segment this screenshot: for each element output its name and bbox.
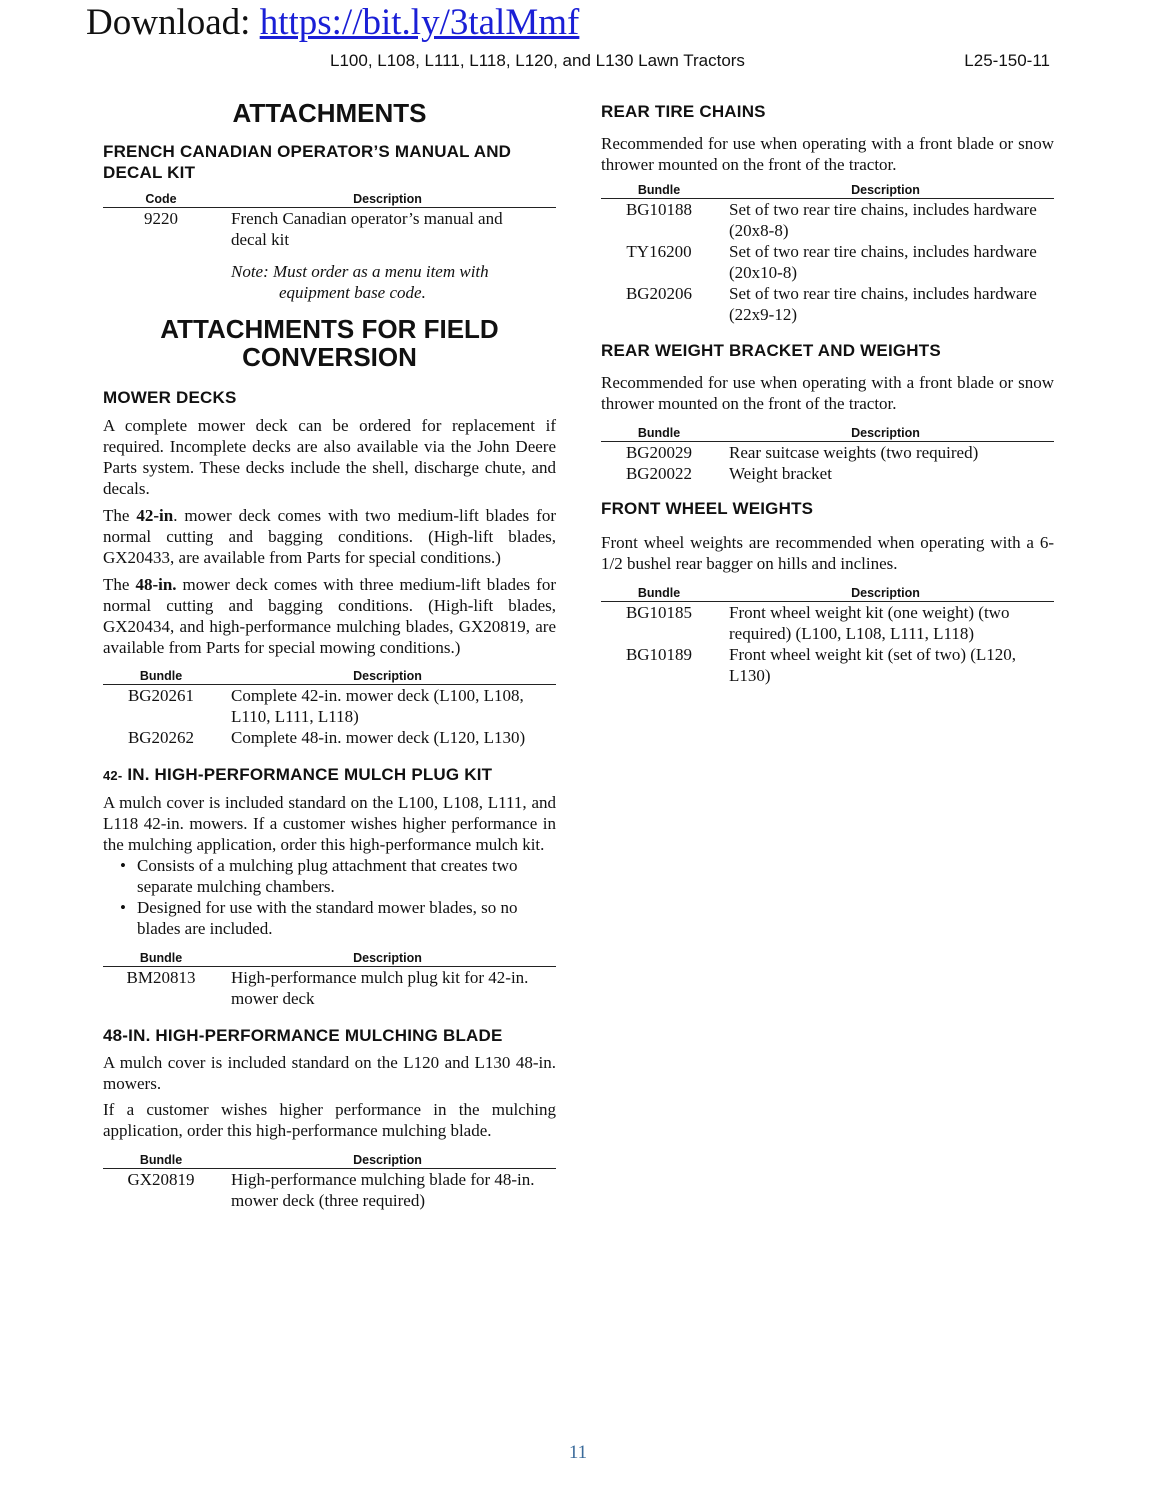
row-code: 9220 bbox=[144, 209, 178, 228]
list-item bbox=[103, 855, 556, 897]
mulching-blade-heading: 48-IN. HIGH-PERFORMANCE MULCHING BLADE bbox=[103, 1026, 503, 1045]
column-header-description: Description bbox=[219, 192, 556, 208]
table-row bbox=[601, 602, 1054, 645]
row-description: Complete 42-in. mower deck (L100, L108, L110, L111, L118) bbox=[231, 686, 524, 726]
rear-weights-table bbox=[601, 426, 1054, 484]
row-description: Weight bracket bbox=[729, 464, 832, 483]
table-row bbox=[601, 283, 1054, 325]
download-link[interactable]: https://bit.ly/3talMmf bbox=[259, 2, 580, 43]
table-row bbox=[601, 241, 1054, 283]
mulch-plug-kit-table bbox=[103, 951, 556, 1009]
table-row-note bbox=[103, 250, 556, 303]
field-conversion-title bbox=[103, 315, 556, 371]
row-bundle: BG20029 bbox=[625, 443, 693, 462]
mower-decks-table bbox=[103, 669, 556, 748]
column-header-description: Description bbox=[219, 669, 556, 685]
list-item-text: Designed for use with the standard mower blades, so no blades are included. bbox=[137, 898, 518, 938]
column-header-description: Description bbox=[717, 586, 1054, 602]
mulching-blade-table bbox=[103, 1153, 556, 1211]
note-line-1: Note: Must order as a menu item with bbox=[231, 262, 489, 281]
field-conversion-title-line-2: CONVERSION bbox=[242, 342, 417, 372]
download-banner bbox=[86, 2, 579, 44]
download-label: Download: bbox=[86, 2, 260, 43]
page-number: 11 bbox=[568, 1442, 588, 1463]
table-row bbox=[103, 967, 556, 1010]
column-header-code: Code bbox=[103, 192, 219, 208]
row-description: French Canadian operator’s manual and decal kit bbox=[231, 209, 503, 249]
column-header-description: Description bbox=[717, 426, 1054, 442]
column-header-description: Description bbox=[717, 183, 1054, 199]
text-run: . mower deck comes with two medium-lift blades for normal cutting and bagging conditions. (High-lift blades, GX20433, are available from Parts for special conditions.) bbox=[103, 506, 556, 567]
mulching-blade-paragraph-1: A mulch cover is included standard on the L120 and L130 48-in. mowers. bbox=[103, 1053, 556, 1093]
front-wheel-weights-paragraph: Front wheel weights are recommended when operating with a 6-1/2 bushel rear bagger on hills and inclines. bbox=[601, 533, 1054, 573]
column-header-description: Description bbox=[219, 951, 556, 967]
row-bundle: TY16200 bbox=[626, 242, 692, 261]
row-description: Set of two rear tire chains, includes hardware (20x10-8) bbox=[729, 242, 1037, 282]
mower-decks-paragraph-1: A complete mower deck can be ordered for replacement if required. Incomplete decks are also available via the John Deere Parts system. These decks include the shell, discharge chute, and decals. bbox=[103, 416, 556, 498]
mower-decks-heading: MOWER DECKS bbox=[103, 388, 237, 407]
right-column bbox=[601, 96, 1054, 686]
note-line-2: equipment base code. bbox=[279, 283, 426, 302]
front-wheel-weights-heading: FRONT WHEEL WEIGHTS bbox=[601, 499, 814, 518]
text-run: mower deck comes with three medium-lift blades for normal cutting and bagging conditions. (High-lift blades, GX20434, and high-performance mulching blades, GX20819, are available from Parts for special mowing conditions.) bbox=[103, 575, 557, 657]
table-row bbox=[103, 727, 556, 748]
row-description: Front wheel weight kit (one weight) (two required) (L100, L108, L111, L118) bbox=[729, 603, 1010, 643]
french-kit-heading: FRENCH CANADIAN OPERATOR’S MANUAL AND DECAL KIT bbox=[103, 142, 512, 182]
left-column bbox=[103, 96, 556, 1211]
bullet-icon: • bbox=[120, 898, 126, 917]
deck-size-42: 42-in bbox=[136, 506, 174, 525]
list-item bbox=[103, 897, 556, 939]
row-description: Set of two rear tire chains, includes hardware (20x8-8) bbox=[729, 200, 1037, 240]
mulch-plug-kit-paragraph: A mulch cover is included standard on the L100, L108, L111, and L118 42-in. mowers. If a customer wishes higher performance in the mulching application, order this high-performance mulch kit. bbox=[103, 793, 556, 854]
mulch-plug-kit-bullets bbox=[103, 855, 556, 939]
rear-weights-heading: REAR WEIGHT BRACKET AND WEIGHTS bbox=[601, 341, 941, 360]
table-row bbox=[601, 442, 1054, 464]
mulch-plug-kit-heading bbox=[103, 764, 556, 786]
rear-weights-paragraph: Recommended for use when operating with a front blade or snow thrower mounted on the front of the tractor. bbox=[601, 373, 1054, 413]
row-description: Set of two rear tire chains, includes hardware (22x9-12) bbox=[729, 284, 1037, 324]
row-description: Rear suitcase weights (two required) bbox=[729, 443, 979, 462]
column-header-bundle: Bundle bbox=[601, 426, 717, 442]
french-kit-table bbox=[103, 192, 556, 303]
row-bundle: GX20819 bbox=[127, 1170, 195, 1189]
column-header-bundle: Bundle bbox=[103, 951, 219, 967]
column-header-description: Description bbox=[219, 1153, 556, 1169]
row-bundle: BG10188 bbox=[625, 200, 693, 219]
deck-size-48: 48-in. bbox=[135, 575, 177, 594]
text-run: The bbox=[103, 506, 137, 525]
heading-prefix: 42- bbox=[103, 768, 123, 783]
table-row bbox=[601, 463, 1054, 484]
header-doc-code: L25-150-11 bbox=[964, 51, 1050, 70]
row-bundle: BG20262 bbox=[127, 728, 195, 747]
column-header-bundle: Bundle bbox=[103, 1153, 219, 1169]
text-run: The bbox=[103, 575, 136, 594]
mulching-blade-paragraph-2: If a customer wishes higher performance in the mulching application, order this high-performance mulching blade. bbox=[103, 1100, 556, 1140]
field-conversion-title-line-1: ATTACHMENTS FOR FIELD bbox=[160, 314, 499, 344]
table-row bbox=[103, 1169, 556, 1212]
row-bundle: BG20206 bbox=[625, 284, 693, 303]
list-item-text: Consists of a mulching plug attachment that creates two separate mulching chambers. bbox=[137, 856, 518, 896]
row-bundle: BG10189 bbox=[625, 645, 693, 664]
attachments-title: ATTACHMENTS bbox=[232, 98, 427, 128]
column-header-bundle: Bundle bbox=[601, 183, 717, 199]
table-row bbox=[601, 199, 1054, 242]
row-description: Complete 48-in. mower deck (L120, L130) bbox=[231, 728, 526, 747]
column-header-bundle: Bundle bbox=[601, 586, 717, 602]
row-description: Front wheel weight kit (set of two) (L120, L130) bbox=[729, 645, 1017, 685]
row-bundle: BG20022 bbox=[625, 464, 693, 483]
bullet-icon: • bbox=[120, 856, 126, 875]
column-header-bundle: Bundle bbox=[103, 669, 219, 685]
rear-tire-chains-table bbox=[601, 183, 1054, 325]
mower-decks-paragraph-3 bbox=[103, 574, 556, 658]
row-bundle: BG20261 bbox=[127, 686, 195, 705]
front-wheel-weights-table bbox=[601, 586, 1054, 686]
rear-tire-chains-heading: REAR TIRE CHAINS bbox=[601, 102, 766, 121]
table-row bbox=[103, 685, 556, 728]
mower-decks-paragraph-2 bbox=[103, 505, 556, 568]
table-row bbox=[601, 644, 1054, 686]
heading-text: IN. HIGH-PERFORMANCE MULCH PLUG KIT bbox=[122, 765, 493, 784]
rear-tire-chains-paragraph: Recommended for use when operating with a front blade or snow thrower mounted on the front of the tractor. bbox=[601, 134, 1054, 174]
row-bundle: BM20813 bbox=[126, 968, 196, 987]
header-title: L100, L108, L111, L118, L120, and L130 Lawn Tractors bbox=[330, 51, 745, 70]
table-row bbox=[103, 208, 556, 251]
row-description: High-performance mulch plug kit for 42-in. mower deck bbox=[231, 968, 529, 1008]
row-bundle: BG10185 bbox=[625, 603, 693, 622]
row-description: High-performance mulching blade for 48-in. mower deck (three required) bbox=[231, 1170, 535, 1210]
